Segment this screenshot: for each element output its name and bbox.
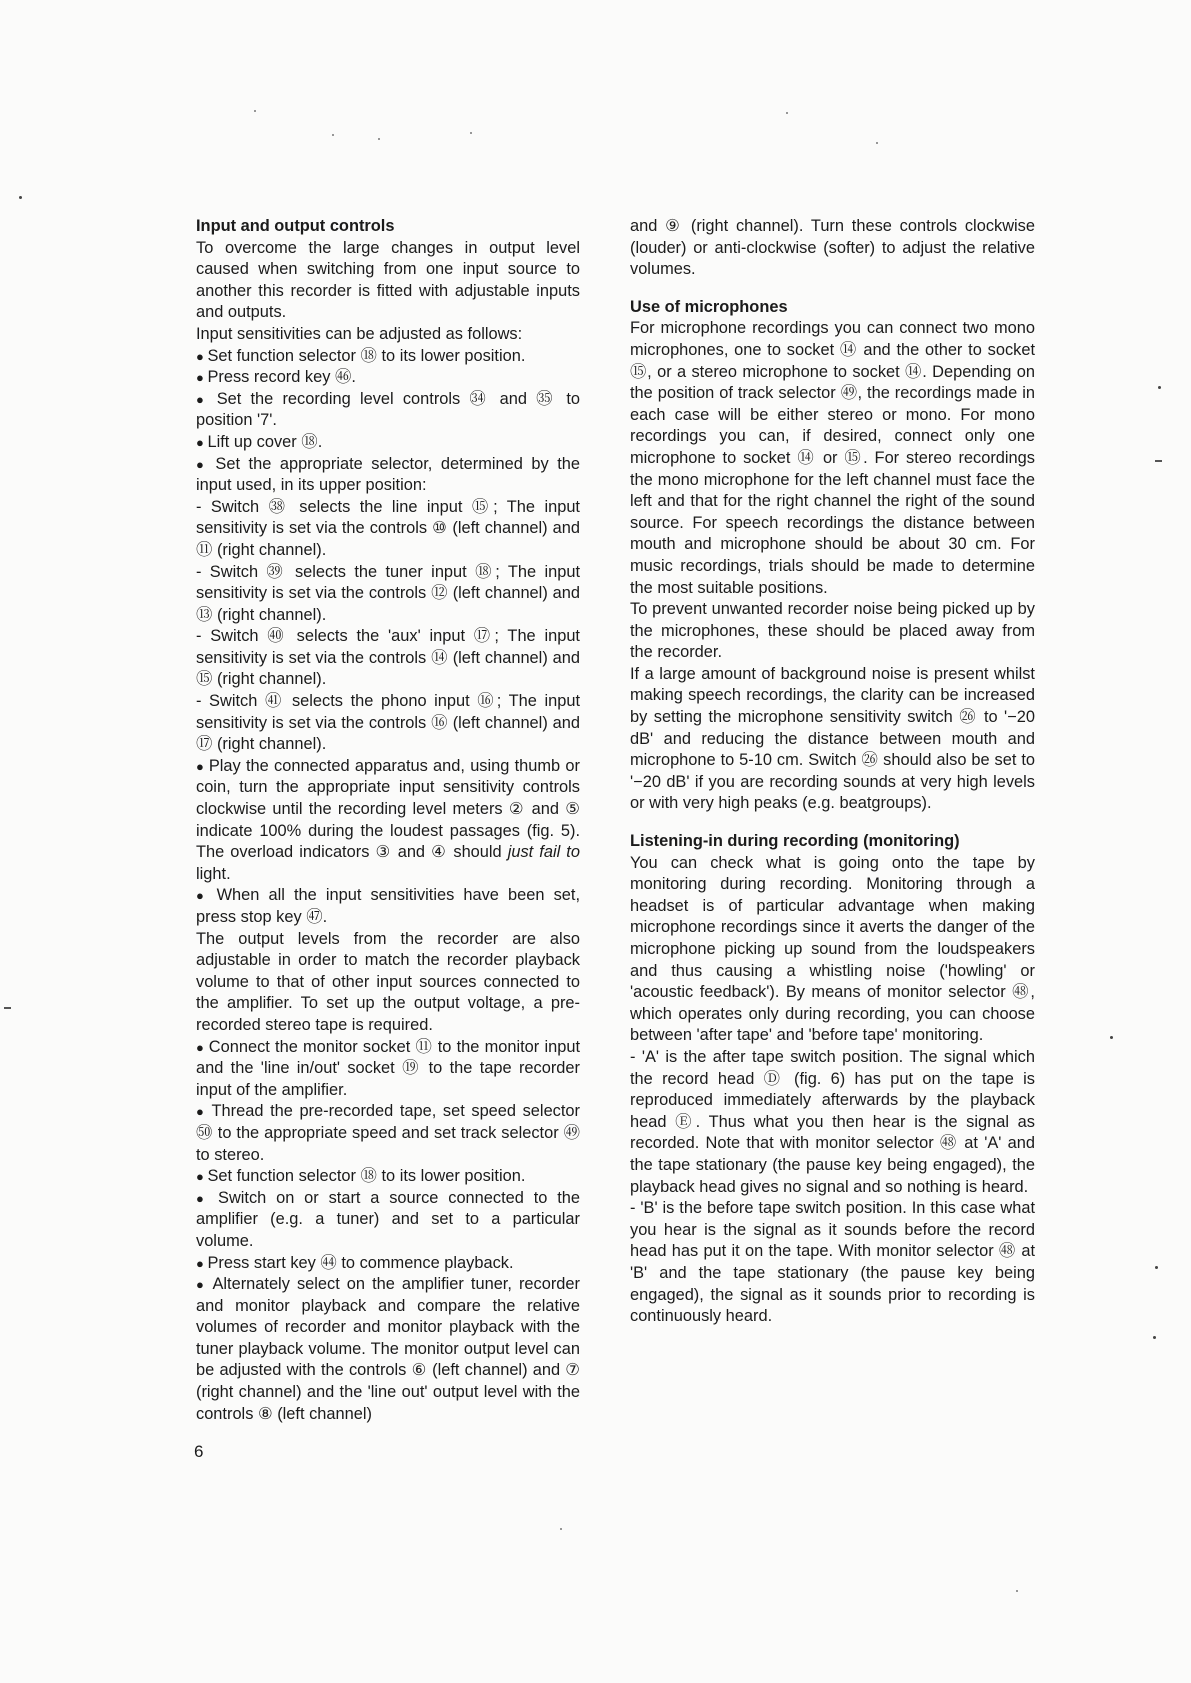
sub-item: - Switch ㊴ selects the tuner input ⑱; The input sensitivity is set via the controls ⑫ (left channel) and ⑬ (right channel).	[196, 562, 580, 624]
paragraph: To prevent unwanted recorder noise being picked up by the microphones, these should be placed away from the recorder.	[630, 600, 1035, 662]
bullet-item: ● Press record key ㊻.	[196, 367, 580, 389]
scan-mark	[1155, 460, 1162, 462]
scan-speck	[470, 132, 472, 134]
paragraph: To overcome the large changes in output level caused when switching from one input source to another this recorder is fitted with adjustable inputs and outputs.	[196, 238, 580, 322]
page-number: 6	[194, 1442, 204, 1461]
scan-speck	[332, 134, 334, 136]
scan-speck	[1158, 386, 1161, 389]
scan-speck	[254, 110, 256, 112]
paragraph: If a large amount of background noise is present whilst making speech recordings, the clarity can be increased by setting the microphone sensitivity switch ㉖ to '−20 dB' and reducing the distance between mouth and microphone to 5-10 cm. Switch ㉖ should also be set to '−20 dB' if you are recording sounds at very high levels or with very high peaks (e.g. beatgroups).	[630, 664, 1035, 813]
sub-item: - Switch ㊳ selects the line input ⑮; The input sensitivity is set via the controls ⑩ (left channel) and ⑪ (right channel).	[196, 497, 580, 559]
bullet-item: ● Lift up cover ⑱.	[196, 432, 580, 454]
sub-item: - Switch ㊶ selects the phono input ⑯; The input sensitivity is set via the controls ⑯ (left channel) and ⑰ (right channel).	[196, 692, 580, 754]
right-column	[630, 216, 1035, 1328]
bullet-item: ● Set function selector ⑱ to its lower position.	[196, 1166, 580, 1188]
bullet-item: ● Alternately select on the amplifier tuner, recorder and monitor playback and compare the relative volumes of recorder and monitor playback with the tuner playback volume. The monitor output level can be adjusted with the controls ⑥ (left channel) and ⑦ (right channel) and the 'line out' output level with the controls ⑧ (left channel)	[196, 1274, 580, 1425]
scan-speck	[378, 138, 380, 140]
paragraph: For microphone recordings you can connect two mono microphones, one to socket ⑭ and the other to socket ⑮, or a stereo microphone to socket ⑭. Depending on the position of track selector ㊾, the recordings made in each case will be either stereo or mono. For mono recordings you can, if desired, connect only one microphone to socket ⑭ or ⑮. For stereo recordings the mono microphone for the left channel must face the left and that for the right channel the right of the sound source. For speech recordings the distance between mouth and microphone should be about 30 cm. For music recordings, trials should be made to determine the most suitable positions.	[630, 319, 1035, 597]
section-heading-monitoring: Listening-in during recording (monitoring)	[630, 832, 960, 851]
emphasis: just fail to	[507, 843, 580, 862]
bullet-item: ● Set the appropriate selector, determined by the input used, in its upper position:	[196, 454, 580, 497]
paragraph: and ⑨ (right channel). Turn these controls clockwise (louder) or anti-clockwise (softer) to adjust the relative volumes.	[630, 217, 1035, 279]
paragraph: The output levels from the recorder are also adjustable in order to match the recorder playback volume to that of other input sources connected to the amplifier. To set up the output voltage, a pre-recorded stereo tape is required.	[196, 929, 580, 1034]
scan-speck	[19, 196, 22, 199]
sub-item: - 'A' is the after tape switch position. The signal which the record head Ⓓ (fig. 6) has put on the tape is reproduced immediately afterwards by the playback head Ⓔ. Thus what you then hear is the signal as recorded. Note that with monitor selector ㊽ at 'A' and the tape stationary (the pause key being engaged), the playback head gives no signal and so nothing is heard.	[630, 1047, 1035, 1196]
scan-speck	[560, 1528, 562, 1530]
scan-speck	[876, 142, 878, 144]
bullet-item: ● When all the input sensitivities have been set, press stop key ㊼.	[196, 885, 580, 928]
scan-mark	[4, 1007, 11, 1009]
paragraph: You can check what is going onto the tape by monitoring during recording. Monitoring through a headset is of particular advantage when making microphone recordings since it averts the danger of the microphone picking up sound from the loudspeakers and thus causing a whistling noise ('howling' or 'acoustic feedback'). By means of monitor selector ㊽, which operates only during recording, you can choose between 'after tape' and 'before tape' monitoring.	[630, 853, 1035, 1045]
scan-speck	[786, 112, 788, 114]
bullet-item: ● Connect the monitor socket ⑪ to the monitor input and the 'line in/out' socket ⑲ to the tape recorder input of the amplifier.	[196, 1037, 580, 1102]
bullet-item: ● Press start key ㊹ to commence playback.	[196, 1253, 580, 1275]
bullet-item: ● Set the recording level controls ㉞ and ㉟ to position '7'.	[196, 389, 580, 432]
paragraph: Input sensitivities can be adjusted as follows:	[196, 324, 523, 343]
section-heading-microphones: Use of microphones	[630, 297, 788, 316]
bullet-item: ● Set function selector ⑱ to its lower position.	[196, 346, 580, 368]
sub-item: - 'B' is the before tape switch position. In this case what you hear is the signal as it sounds before the record head has put it on the tape. With monitor selector ㊽ at 'B' and the tape stationary (the pause key being engaged), the signal as it sounds prior to recording is continuously heard.	[630, 1199, 1035, 1326]
section-heading-input-output: Input and output controls	[196, 217, 395, 235]
scan-speck	[1016, 1590, 1018, 1592]
scan-speck	[1155, 1266, 1158, 1269]
bullet-item: ● Thread the pre-recorded tape, set speed selector ㊿ to the appropriate speed and set track selector ㊾ to stereo.	[196, 1101, 580, 1166]
scan-speck	[1153, 1336, 1156, 1339]
scan-speck	[1110, 1036, 1113, 1039]
bullet-item: ● Play the connected apparatus and, using thumb or coin, turn the appropriate input sensitivity controls clockwise until the recording level meters ② and ⑤ indicate 100% during the loudest passages (fig. 5). The overload indicators ③ and ④ should just fail to light.	[196, 756, 580, 886]
left-column	[196, 216, 580, 1425]
sub-item: - Switch ㊵ selects the 'aux' input ⑰; The input sensitivity is set via the controls ⑭ (left channel) and ⑮ (right channel).	[196, 627, 580, 689]
bullet-item: ● Switch on or start a source connected to the amplifier (e.g. a tuner) and set to a particular volume.	[196, 1188, 580, 1253]
